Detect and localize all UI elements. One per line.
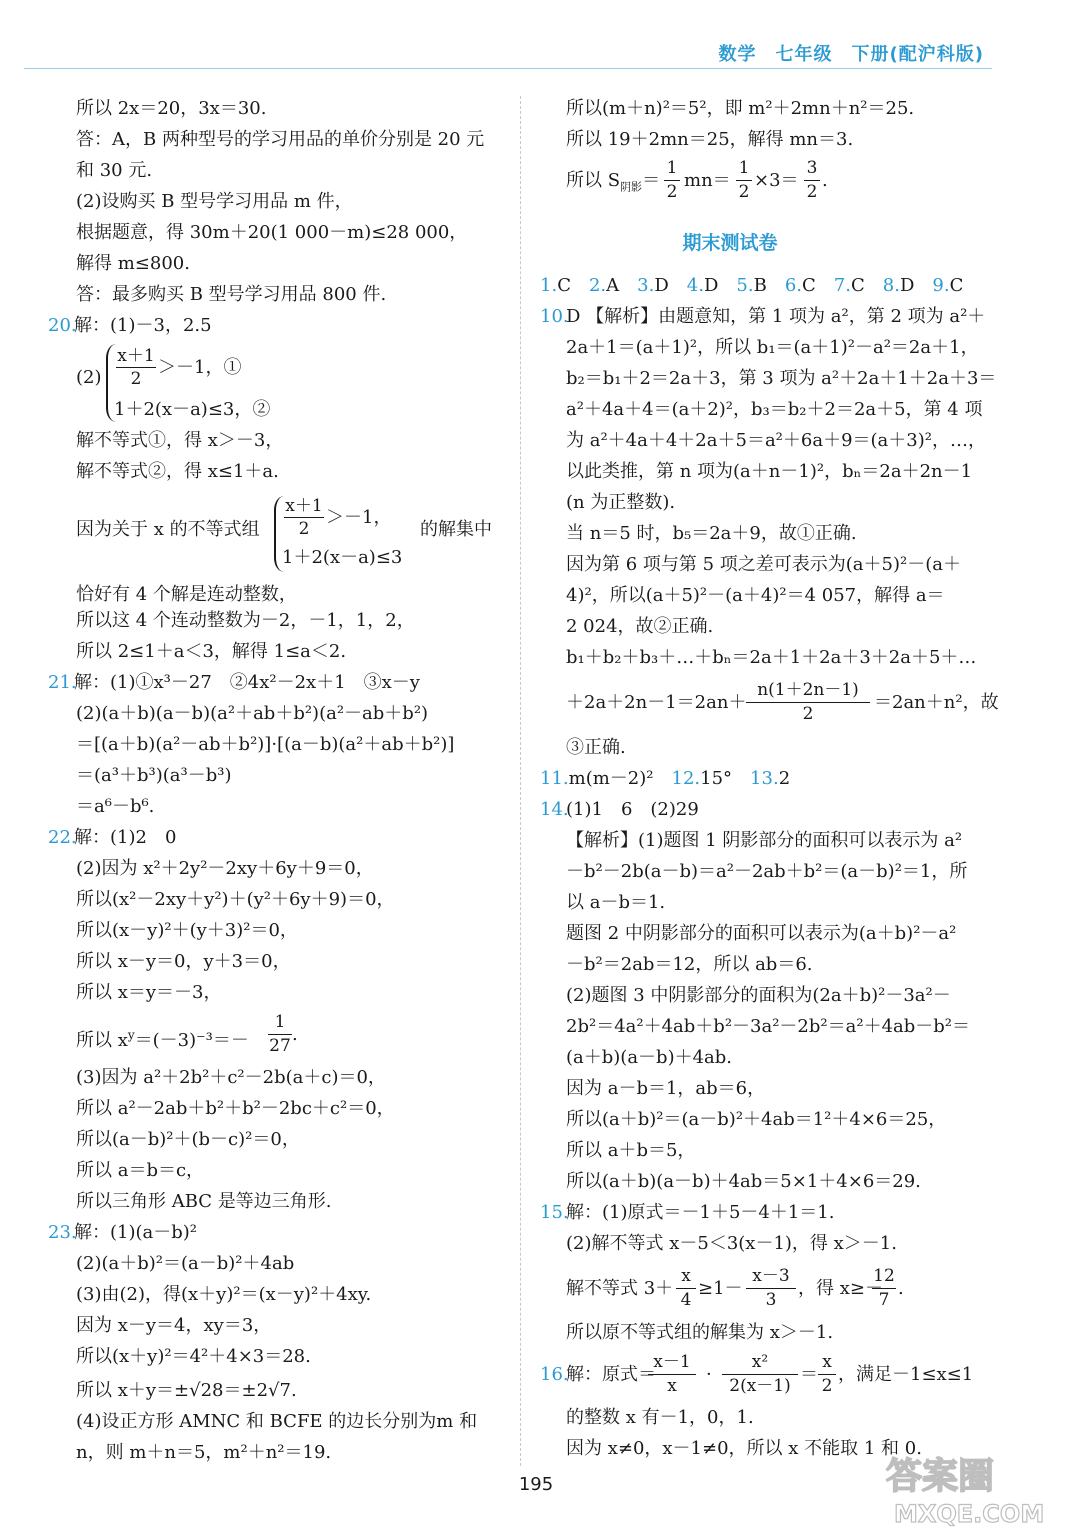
left-text-line: 恰好有 4 个解是连动整数， (76, 584, 297, 605)
q20-ineq2: 1＋2(x－a)≤3，② (114, 399, 271, 420)
left-text-line: 解：(1)①x³－27 ②4x²－2x＋1 ③x－y (74, 672, 420, 693)
left-text-line: (4)设正方形 AMNC 和 BCFE 的边长分别为m 和 (76, 1411, 478, 1432)
header-title: 数学 七年级 下册(配沪科版) (718, 44, 984, 65)
r-q16-dot: · (706, 1364, 712, 1385)
r-q15-f3-den: 7 (878, 1290, 890, 1310)
page-number: 195 (518, 1474, 554, 1495)
right-text-line: 以此类推，第 n 项为(a＋n－1)²，bₙ＝2a＋2n－1 (566, 461, 973, 482)
left-question-number: 20. (48, 315, 77, 336)
r-q16-f2-num: x² (751, 1352, 769, 1372)
section-title: 期末测试卷 (682, 232, 778, 254)
left-text-line: 所以(x－y)²＋(y＋3)²＝0， (76, 920, 298, 941)
q20-frac-bar (116, 367, 156, 368)
left-text-line: ＝a⁶－b⁶. (76, 796, 155, 817)
right-question-number: 14. (540, 799, 569, 820)
right-text-line: －b²－2b(a－b)＝a²－2ab＋b²＝(a－b)²＝1，所 (566, 861, 968, 882)
right-answer-row: 11.m(m－2)² 12.15° 13.2 (540, 768, 791, 789)
left-text-line: 所以这 4 个连动整数为－2，－1，1，2， (76, 610, 415, 631)
left-text-line: ＝[(a＋b)(a²－ab＋b²)]·[(a－b)(a²＋ab＋b²)] (76, 734, 455, 755)
r-q15-f1-bar (676, 1288, 696, 1289)
left-text-line: 解不等式①，得 x＞－3， (76, 430, 284, 451)
right-text-line: 2 024，故②正确. (566, 616, 714, 637)
left-text-line: 所以 a²－2ab＋b²＋b²－2bc＋c²＝0， (76, 1098, 395, 1119)
watermark-line2: MXQE.COM (894, 1500, 1045, 1528)
right-text-line: (2)解不等式 x－5＜3(x－1)，得 x＞－1. (566, 1233, 897, 1254)
column-divider (520, 96, 521, 1466)
r-sum-bar (746, 702, 870, 703)
left-text-line: 解不等式②，得 x≤1＋a. (76, 461, 279, 482)
left-question-number: 22. (48, 827, 77, 848)
right-text-line: 2a＋1＝(a＋1)²，所以 b₁＝(a＋1)²－a²＝2a＋1， (566, 337, 979, 358)
r-q15-f1-num: x (681, 1266, 691, 1286)
left-text-line: n，则 m＋n＝5，m²＋n²＝19. (76, 1442, 332, 1463)
r-area-f1-bar (664, 180, 680, 181)
r-area-f2-num: 1 (738, 158, 750, 178)
right-text-line: 【解析】(1)题图 1 阴影部分的面积可以表示为 a² (566, 830, 963, 851)
right-text-line: 因为第 6 项与第 5 项之差可表示为(a＋5)²－(a＋ (566, 554, 961, 575)
r-q15-lead: 解不等式 3＋ (566, 1278, 674, 1299)
right-text-line: 解：(1)原式＝－1＋5－4＋1＝1. (566, 1202, 835, 1223)
left-text-line: 所以(x＋y)²＝4²＋4×3＝28. (76, 1346, 311, 1367)
right-text-line: b₂＝b₁＋2＝2a＋3，第 3 项为 a²＋2a＋1＋2a＋3＝ (566, 368, 997, 389)
r-q15-mid: ≥1－ (698, 1278, 743, 1299)
right-text-line: 以 a－b＝1. (566, 892, 666, 913)
q22-power-tail: . (292, 1024, 298, 1045)
r-area-f3-den: 2 (806, 182, 818, 202)
q20-given-frac-bar (284, 517, 324, 518)
left-text-line: (2)(a＋b)(a－b)(a²＋ab＋b²)(a²－ab＋b²) (76, 703, 429, 724)
r-q15-f2-bar (746, 1288, 796, 1289)
q20-ineq1-rest: ＞－1，① (158, 357, 242, 378)
r-sum-lead: ＋2a＋2n－1＝2an＋ (566, 692, 747, 713)
left-text-line: 所以三角形 ABC 是等边三角形. (76, 1191, 332, 1212)
right-text-line: 当 n＝5 时，b₅＝2a＋9，故①正确. (566, 523, 857, 544)
r-q16-f3-den: 2 (821, 1376, 833, 1396)
r-q16-eq: ＝ (800, 1364, 818, 1385)
right-text-line: 题图 2 中阴影部分的面积可以表示为(a＋b)²－a² (566, 923, 957, 944)
r-area-tail: . (822, 170, 828, 191)
right-text-line: 所以(a＋b)²＝(a－b)²＋4ab＝1²＋4×6＝25， (566, 1109, 947, 1130)
r-q15-f3-bar (872, 1288, 896, 1289)
r-q16-f1-den: x (667, 1376, 677, 1396)
r-area-f3-num: 3 (806, 158, 818, 178)
q22-frac-num: 1 (274, 1012, 286, 1032)
left-text-line: 根据题意，得 30m＋20(1 000－m)≤28 000， (76, 222, 468, 243)
r-area-mid2: ×3＝ (754, 170, 799, 191)
header-rule (24, 68, 992, 69)
r-q16-f1-bar (648, 1374, 696, 1375)
left-text-line: 所以 x＝y＝－3， (76, 982, 222, 1003)
left-text-line: 解：(1)－3，2.5 (74, 315, 212, 336)
right-text-line: (1)1 6 (2)29 (566, 799, 699, 820)
left-text-line: 解得 m≤800. (76, 253, 190, 274)
left-text-line: 因为 x－y＝4，xy＝3， (76, 1315, 272, 1336)
right-question-number: 15. (540, 1202, 569, 1223)
left-text-line: 解：(1)2 0 (74, 827, 177, 848)
r-q16-f3-bar (818, 1374, 836, 1375)
right-answer-row: 1.C 2.A 3.D 4.D 5.B 6.C 7.C 8.D 9.C (540, 275, 964, 296)
right-text-line: D 【解析】由题意知，第 1 项为 a²，第 2 项为 a²＋ (566, 306, 986, 327)
left-text-line: ＝(a³＋b³)(a³－b³) (76, 765, 232, 786)
left-text-line: 所以(x²－2xy＋y²)＋(y²＋6y＋9)＝0， (76, 889, 395, 910)
left-question-number: 23. (48, 1222, 77, 1243)
r-q16-tail: ，满足－1≤x≤1 (838, 1364, 974, 1385)
right-text-line: －b²＝2ab＝12，所以 ab＝6. (566, 954, 813, 975)
right-text-line: ③正确. (566, 737, 626, 758)
q16-number: 16. (540, 1364, 569, 1385)
left-text-line: (2)设购买 B 型号学习用品 m 件， (76, 191, 353, 212)
r-q15-f1-den: 4 (680, 1290, 692, 1310)
left-question-number: 21. (48, 672, 77, 693)
watermark-logo (880, 1444, 1050, 1528)
right-text-line: 所以 19＋2mn＝25，解得 mn＝3. (566, 129, 854, 150)
right-text-line: (n 为正整数). (566, 492, 676, 513)
right-text-line: b₁＋b₂＋b₃＋…＋bₙ＝2a＋1＋2a＋3＋2a＋5＋… (566, 647, 977, 668)
q20-frac-num: x＋1 (117, 346, 155, 366)
right-text-line: a²＋4a＋4＝(a＋2)²，b₃＝b₂＋2＝2a＋5，第 4 项 (566, 399, 983, 420)
right-text-line: 因为 x≠0，x－1≠0，所以 x 不能取 1 和 0. (566, 1438, 922, 1459)
left-text-line: 所以 2x＝20，3x＝30. (76, 98, 267, 119)
r-q15-f2-num: x－3 (752, 1266, 790, 1286)
left-text-line: (2)(a＋b)²＝(a－b)²＋4ab (76, 1253, 295, 1274)
right-text-line: 所以(a＋b)(a－b)＋4ab＝5×1＋4×6＝29. (566, 1171, 921, 1192)
right-text-line: 所以(m＋n)²＝5²，即 m²＋2mn＋n²＝25. (566, 98, 915, 119)
r-q16-lead: 解：原式＝ (566, 1364, 656, 1385)
left-text-line: 所以 2≤1＋a＜3，解得 1≤a＜2. (76, 641, 347, 662)
left-text-line: 答：A，B 两种型号的学习用品的单价分别是 20 元 (76, 129, 485, 150)
left-text-line: 和 30 元. (76, 160, 153, 181)
q20-frac-den: 2 (130, 369, 142, 389)
right-text-line: 的整数 x 有－1，0，1. (566, 1407, 754, 1428)
q20-given-after: 的解集中 (420, 519, 492, 540)
r-sum-num: n(1＋2n－1) (757, 680, 859, 700)
q20-given-frac-num: x＋1 (285, 496, 323, 516)
r-q16-f3-num: x (822, 1352, 832, 1372)
r-q15-mid2: ，得 x≥－ (798, 1278, 883, 1299)
r-area-f1-den: 2 (666, 182, 678, 202)
left-text-line: 所以 x＋y＝±√28＝±2√7. (76, 1380, 297, 1401)
r-area-mid: mn＝ (684, 170, 731, 191)
left-text-line: (3)因为 a²＋2b²＋c²－2b(a＋c)＝0， (76, 1067, 386, 1088)
q22-frac-den: 27 (269, 1036, 291, 1056)
r-area-f2-bar (736, 180, 752, 181)
q20-given-frac-den: 2 (298, 519, 310, 539)
r-q16-f1-num: x－1 (653, 1352, 691, 1372)
left-text-line: (2)因为 x²＋2y²－2xy＋6y＋9＝0， (76, 858, 374, 879)
right-question-number: 10. (540, 306, 569, 327)
left-text-line: 所以 a＝b＝c， (76, 1160, 205, 1181)
q20-system-prefix: (2) (76, 367, 102, 388)
left-text-line: (3)由(2)，得(x＋y)²＝(x－y)²＋4xy. (76, 1284, 372, 1305)
right-text-line: 所以原不等式组的解集为 x＞－1. (566, 1322, 834, 1343)
r-sum-tail: ＝2an＋n²，故 (874, 692, 999, 713)
right-text-line: 因为 a－b＝1，ab＝6， (566, 1078, 766, 1099)
left-text-line: 解：(1)(a－b)² (74, 1222, 198, 1243)
q22-frac-bar (268, 1034, 292, 1035)
q20-given-ineq1-rest: ＞－1， (326, 507, 392, 528)
q20-given-ineq2: 1＋2(x－a)≤3 (282, 547, 403, 568)
right-text-line: 为 a²＋4a＋4＋2a＋5＝a²＋6a＋9＝(a＋3)²，…， (566, 430, 986, 451)
left-text-line: 所以 x－y＝0，y＋3＝0， (76, 951, 291, 972)
r-q15-f2-den: 3 (765, 1290, 777, 1310)
r-sum-den: 2 (802, 704, 814, 724)
r-area-lead: 所以 $S_{阴影}=$ (566, 170, 661, 194)
right-text-line: 所以 a＋b＝5， (566, 1140, 696, 1161)
r-area-f1-num: 1 (666, 158, 678, 178)
r-q15-f3-num: 12 (873, 1266, 895, 1286)
right-text-line: 2b²＝4a²＋4ab＋b²－3a²－2b²＝a²＋4ab－b²＝ (566, 1016, 971, 1037)
r-area-f2-den: 2 (738, 182, 750, 202)
right-text-line: (a＋b)(a－b)＋4ab. (566, 1047, 733, 1068)
right-text-line: 4)²，所以(a＋5)²－(a＋4)²＝4 057，解得 a＝ (566, 585, 945, 606)
q22-power-lead: 所以 $x^y=(-3)^{-3}=-$ (76, 1028, 249, 1051)
q20-given-before: 因为关于 x 的不等式组 (76, 519, 260, 540)
watermark-line1: 答案圈 (886, 1456, 995, 1497)
left-text-line: 答：最多购买 B 型号学习用品 800 件. (76, 284, 387, 305)
r-q15-tail: . (898, 1278, 904, 1299)
right-text-line: (2)题图 3 中阴影部分的面积为(2a＋b)²－3a²－ (566, 985, 951, 1006)
r-q16-f2-den: 2(x－1) (729, 1376, 791, 1396)
left-text-line: 所以(a－b)²＋(b－c)²＝0， (76, 1129, 300, 1150)
r-q16-f2-bar (722, 1374, 798, 1375)
r-area-f3-bar (804, 180, 820, 181)
